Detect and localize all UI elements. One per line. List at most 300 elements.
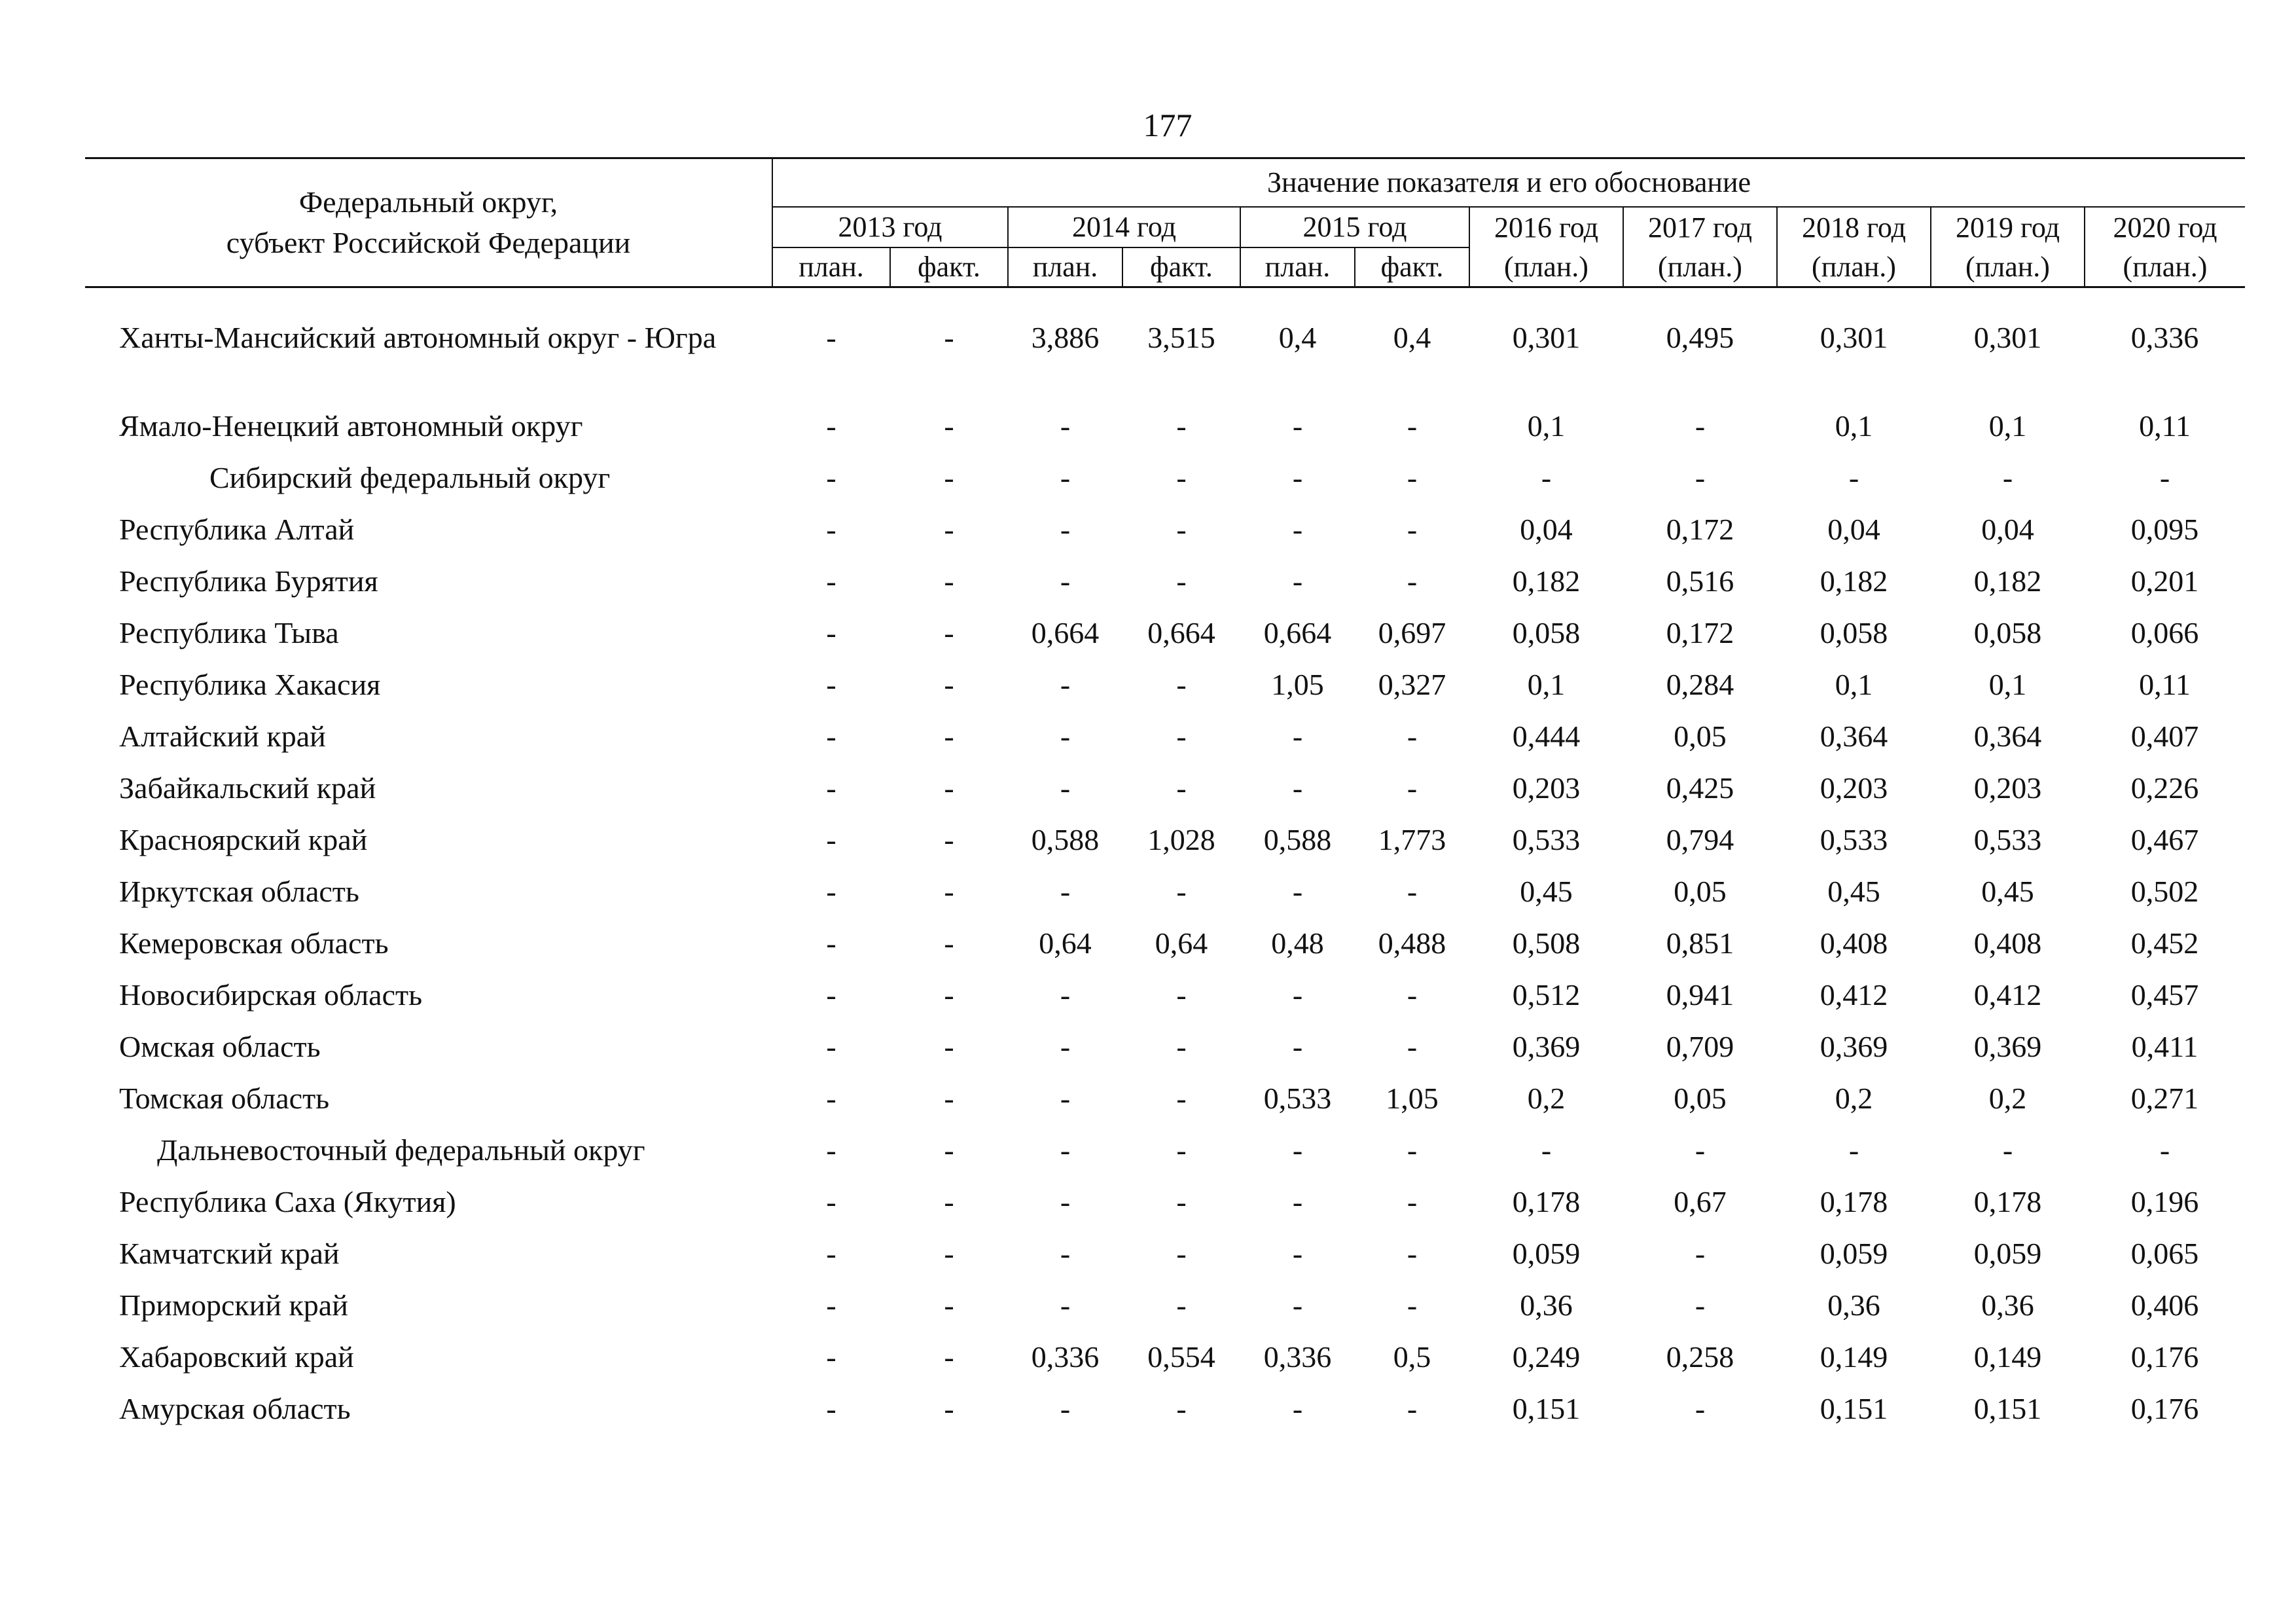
value-cell: - bbox=[1292, 1185, 1303, 1218]
value-cell: - bbox=[826, 668, 836, 701]
table-row bbox=[85, 616, 2245, 668]
value-cell: 0,172 bbox=[1666, 513, 1734, 546]
plan-header-2020: (план.) bbox=[2085, 247, 2245, 287]
table-row bbox=[85, 409, 2245, 461]
page-number-text: 177 bbox=[1143, 107, 1193, 143]
value-cell: - bbox=[1407, 409, 1418, 443]
value-cell: 0,203 bbox=[1973, 771, 2042, 805]
value-cell: - bbox=[1407, 1185, 1418, 1218]
indicator-header: Значение показателя и его обоснование bbox=[772, 158, 2245, 208]
value-cell: - bbox=[1407, 875, 1418, 908]
value-cell: - bbox=[1292, 1237, 1303, 1270]
value-cell: 0,182 bbox=[1820, 564, 1888, 598]
value-cell: 0,664 bbox=[1263, 616, 1332, 649]
value-cell: - bbox=[1176, 1030, 1187, 1063]
value-cell: 0,178 bbox=[1973, 1185, 2042, 1218]
value-cell: 0,151 bbox=[1820, 1392, 1888, 1425]
value-cell: - bbox=[944, 1392, 954, 1425]
value-cell: - bbox=[1176, 409, 1187, 443]
value-cell: - bbox=[1292, 875, 1303, 908]
value-cell: 0,05 bbox=[1674, 875, 1727, 908]
value-cell: 0,488 bbox=[1378, 926, 1446, 960]
value-cell: - bbox=[2002, 461, 2013, 494]
value-cell: - bbox=[1176, 668, 1187, 701]
value-cell: - bbox=[1695, 1288, 1706, 1322]
table-row bbox=[85, 1340, 2245, 1392]
value-cell: 0,176 bbox=[2130, 1392, 2199, 1425]
value-cell: - bbox=[1060, 771, 1071, 805]
value-cell: - bbox=[1292, 1392, 1303, 1425]
value-cell: - bbox=[826, 875, 836, 908]
value-cell: 0,182 bbox=[1973, 564, 2042, 598]
value-cell: 0,04 bbox=[1827, 513, 1880, 546]
value-cell: - bbox=[944, 1133, 954, 1167]
value-cell: 0,301 bbox=[1973, 321, 2042, 354]
value-cell: 0,301 bbox=[1512, 321, 1581, 354]
table-row bbox=[85, 720, 2245, 771]
value-cell: - bbox=[826, 513, 836, 546]
value-cell: 0,1 bbox=[1527, 409, 1566, 443]
value-cell: - bbox=[1176, 875, 1187, 908]
table-row bbox=[85, 513, 2245, 564]
table-row bbox=[85, 926, 2245, 978]
value-cell: 0,502 bbox=[2130, 875, 2199, 908]
value-cell: 0,364 bbox=[1973, 720, 2042, 753]
value-cell: - bbox=[1292, 771, 1303, 805]
value-cell: - bbox=[1292, 1133, 1303, 1167]
value-cell: - bbox=[826, 1340, 836, 1374]
region-name: Сибирский федеральный округ bbox=[209, 461, 611, 494]
value-cell: - bbox=[944, 1082, 954, 1115]
value-cell: 0,588 bbox=[1263, 823, 1332, 856]
value-cell: 0,05 bbox=[1674, 1082, 1727, 1115]
value-cell: - bbox=[826, 1237, 836, 1270]
year-header-2015: 2015 год bbox=[1240, 207, 1469, 247]
value-cell: - bbox=[1060, 668, 1071, 701]
value-cell: - bbox=[1695, 1237, 1706, 1270]
region-name: Приморский край bbox=[119, 1288, 348, 1322]
value-cell: 0,664 bbox=[1147, 616, 1215, 649]
table-row bbox=[85, 771, 2245, 823]
value-cell: - bbox=[1060, 1288, 1071, 1322]
value-cell: 0,284 bbox=[1666, 668, 1734, 701]
value-cell: - bbox=[944, 875, 954, 908]
value-cell: 0,369 bbox=[1973, 1030, 2042, 1063]
value-cell: 0,11 bbox=[2139, 668, 2191, 701]
value-cell: 0,533 bbox=[1820, 823, 1888, 856]
region-name: Алтайский край bbox=[119, 720, 326, 753]
value-cell: 0,408 bbox=[1973, 926, 2042, 960]
value-cell: 0,4 bbox=[1393, 321, 1431, 354]
plan-header-2018: (план.) bbox=[1777, 247, 1931, 287]
value-cell: - bbox=[1176, 1082, 1187, 1115]
value-cell: - bbox=[1407, 513, 1418, 546]
value-cell: - bbox=[2159, 1133, 2170, 1167]
value-cell: 0,1 bbox=[1988, 409, 2027, 443]
region-name: Ханты-Мансийский автономный округ - Югра bbox=[119, 321, 717, 354]
fact-header-2013: факт. bbox=[890, 247, 1008, 287]
region-name: Иркутская область bbox=[119, 875, 359, 908]
value-cell: - bbox=[1176, 771, 1187, 805]
value-cell: - bbox=[1060, 1237, 1071, 1270]
value-cell: - bbox=[1176, 461, 1187, 494]
value-cell: - bbox=[944, 720, 954, 753]
year-header-2020: 2020 год bbox=[2085, 207, 2245, 247]
value-cell: 0,182 bbox=[1512, 564, 1581, 598]
value-cell: - bbox=[1407, 1030, 1418, 1063]
region-name: Кемеровская область bbox=[119, 926, 389, 960]
value-cell: 0,412 bbox=[1973, 978, 2042, 1012]
value-cell: - bbox=[1176, 1288, 1187, 1322]
value-cell: 0,201 bbox=[2130, 564, 2199, 598]
plan-header-2019: (план.) bbox=[1931, 247, 2085, 287]
value-cell: - bbox=[826, 616, 836, 649]
value-cell: 0,336 bbox=[1263, 1340, 1332, 1374]
value-cell: - bbox=[1060, 461, 1071, 494]
value-cell: 1,028 bbox=[1147, 823, 1215, 856]
value-cell: - bbox=[1292, 1288, 1303, 1322]
fact-header-2014: факт. bbox=[1122, 247, 1240, 287]
value-cell: 0,36 bbox=[1827, 1288, 1880, 1322]
value-cell: 0,516 bbox=[1666, 564, 1734, 598]
value-cell: - bbox=[826, 321, 836, 354]
value-cell: - bbox=[1176, 564, 1187, 598]
value-cell: - bbox=[944, 1185, 954, 1218]
value-cell: - bbox=[826, 1185, 836, 1218]
value-cell: - bbox=[1060, 513, 1071, 546]
value-cell: 0,411 bbox=[2131, 1030, 2198, 1063]
value-cell: - bbox=[1848, 461, 1859, 494]
value-cell: - bbox=[1060, 1392, 1071, 1425]
value-cell: 0,425 bbox=[1666, 771, 1734, 805]
value-cell: - bbox=[944, 461, 954, 494]
value-cell: - bbox=[1292, 720, 1303, 753]
value-cell: - bbox=[1060, 1133, 1071, 1167]
value-cell: 0,369 bbox=[1820, 1030, 1888, 1063]
region-name: Забайкальский край bbox=[119, 771, 376, 805]
table-row bbox=[85, 875, 2245, 926]
value-cell: - bbox=[1695, 409, 1706, 443]
value-cell: - bbox=[1060, 720, 1071, 753]
value-cell: - bbox=[826, 1133, 836, 1167]
region-name: Камчатский край bbox=[119, 1237, 340, 1270]
value-cell: - bbox=[2002, 1133, 2013, 1167]
value-cell: 0,48 bbox=[1271, 926, 1324, 960]
value-cell: - bbox=[1176, 978, 1187, 1012]
table-row bbox=[85, 1237, 2245, 1288]
value-cell: - bbox=[944, 771, 954, 805]
value-cell: 0,249 bbox=[1512, 1340, 1581, 1374]
plan-header-2017: (план.) bbox=[1623, 247, 1777, 287]
region-name: Хабаровский край bbox=[119, 1340, 354, 1374]
value-cell: 0,04 bbox=[1520, 513, 1573, 546]
value-cell: - bbox=[826, 978, 836, 1012]
value-cell: - bbox=[1292, 461, 1303, 494]
value-cell: 0,176 bbox=[2130, 1340, 2199, 1374]
value-cell: - bbox=[826, 1030, 836, 1063]
value-cell: 0,059 bbox=[1512, 1237, 1581, 1270]
region-name: Республика Саха (Якутия) bbox=[119, 1185, 456, 1218]
region-name: Республика Алтай bbox=[119, 513, 355, 546]
district-row bbox=[85, 461, 2245, 513]
value-cell: 0,05 bbox=[1674, 720, 1727, 753]
value-cell: 0,554 bbox=[1147, 1340, 1215, 1374]
value-cell: 0,36 bbox=[1981, 1288, 2034, 1322]
table-row bbox=[85, 978, 2245, 1030]
value-cell: 0,64 bbox=[1039, 926, 1092, 960]
value-cell: 0,203 bbox=[1512, 771, 1581, 805]
value-cell: 0,45 bbox=[1827, 875, 1880, 908]
table-header bbox=[85, 158, 2245, 287]
value-cell: - bbox=[944, 1288, 954, 1322]
value-cell: 0,407 bbox=[2130, 720, 2199, 753]
value-cell: 0,45 bbox=[1520, 875, 1573, 908]
table-row bbox=[85, 287, 2245, 410]
value-cell: - bbox=[1541, 1133, 1552, 1167]
value-cell: 0,67 bbox=[1674, 1185, 1727, 1218]
value-cell: - bbox=[1541, 461, 1552, 494]
value-cell: 0,452 bbox=[2130, 926, 2199, 960]
value-cell: 0,364 bbox=[1820, 720, 1888, 753]
value-cell: 0,327 bbox=[1378, 668, 1446, 701]
value-cell: 0,495 bbox=[1666, 321, 1734, 354]
value-cell: - bbox=[944, 1340, 954, 1374]
value-cell: - bbox=[944, 823, 954, 856]
value-cell: - bbox=[826, 1288, 836, 1322]
value-cell: 0,04 bbox=[1981, 513, 2034, 546]
value-cell: 0,412 bbox=[1820, 978, 1888, 1012]
value-cell: 0,1 bbox=[1835, 668, 1873, 701]
plan-header-2016: (план.) bbox=[1469, 247, 1623, 287]
value-cell: 0,172 bbox=[1666, 616, 1734, 649]
table-row bbox=[85, 823, 2245, 875]
year-header-2017: 2017 год bbox=[1623, 207, 1777, 247]
value-cell: 0,36 bbox=[1520, 1288, 1573, 1322]
region-name: Ямало-Ненецкий автономный округ bbox=[119, 409, 583, 443]
region-name: Красноярский край bbox=[119, 823, 368, 856]
value-cell: 0,058 bbox=[1512, 616, 1581, 649]
value-cell: - bbox=[1695, 461, 1706, 494]
value-cell: - bbox=[1060, 1082, 1071, 1115]
year-header-2019: 2019 год bbox=[1931, 207, 2085, 247]
value-cell: 3,886 bbox=[1031, 321, 1100, 354]
value-cell: - bbox=[1848, 1133, 1859, 1167]
value-cell: 1,773 bbox=[1378, 823, 1446, 856]
region-name: Дальневосточный федеральный округ bbox=[157, 1133, 645, 1167]
value-cell: - bbox=[1407, 720, 1418, 753]
value-cell: - bbox=[944, 1030, 954, 1063]
value-cell: 0,406 bbox=[2130, 1288, 2199, 1322]
value-cell: - bbox=[1407, 1133, 1418, 1167]
value-cell: 0,709 bbox=[1666, 1030, 1734, 1063]
value-cell: - bbox=[826, 564, 836, 598]
value-cell: 0,11 bbox=[2139, 409, 2191, 443]
value-cell: 0,336 bbox=[1031, 1340, 1100, 1374]
value-cell: - bbox=[826, 1392, 836, 1425]
value-cell: 0,066 bbox=[2130, 616, 2199, 649]
value-cell: 0,151 bbox=[1973, 1392, 2042, 1425]
value-cell: - bbox=[1407, 1237, 1418, 1270]
value-cell: - bbox=[1060, 564, 1071, 598]
value-cell: - bbox=[1292, 409, 1303, 443]
value-cell: 0,226 bbox=[2130, 771, 2199, 805]
value-cell: 0,149 bbox=[1973, 1340, 2042, 1374]
value-cell: - bbox=[1176, 513, 1187, 546]
value-cell: - bbox=[944, 513, 954, 546]
table-row bbox=[85, 1392, 2245, 1444]
region-name: Амурская область bbox=[119, 1392, 351, 1425]
fact-header-2015: факт. bbox=[1355, 247, 1469, 287]
table-body bbox=[85, 287, 2245, 1444]
value-cell: 0,2 bbox=[1835, 1082, 1873, 1115]
value-cell: - bbox=[1407, 461, 1418, 494]
value-cell: 0,151 bbox=[1512, 1392, 1581, 1425]
year-header-2018: 2018 год bbox=[1777, 207, 1931, 247]
value-cell: 0,444 bbox=[1512, 720, 1581, 753]
value-cell: - bbox=[944, 978, 954, 1012]
value-cell: 0,5 bbox=[1393, 1340, 1431, 1374]
value-cell: - bbox=[1060, 1185, 1071, 1218]
value-cell: - bbox=[826, 720, 836, 753]
value-cell: - bbox=[826, 926, 836, 960]
value-cell: 0,301 bbox=[1820, 321, 1888, 354]
value-cell: 0,369 bbox=[1512, 1030, 1581, 1063]
value-cell: 0,178 bbox=[1512, 1185, 1581, 1218]
value-cell: - bbox=[1292, 564, 1303, 598]
value-cell: - bbox=[1060, 875, 1071, 908]
value-cell: 0,058 bbox=[1973, 616, 2042, 649]
value-cell: 0,059 bbox=[1820, 1237, 1888, 1270]
table-row bbox=[85, 564, 2245, 616]
value-cell: - bbox=[1407, 1392, 1418, 1425]
value-cell: 0,457 bbox=[2130, 978, 2199, 1012]
table-row bbox=[85, 1288, 2245, 1340]
value-cell: 0,2 bbox=[1988, 1082, 2027, 1115]
value-cell: 0,64 bbox=[1155, 926, 1208, 960]
plan-header-2015: план. bbox=[1240, 247, 1355, 287]
value-cell: - bbox=[1407, 771, 1418, 805]
year-header-2016: 2016 год bbox=[1469, 207, 1623, 247]
table-row bbox=[85, 1030, 2245, 1082]
value-cell: 0,196 bbox=[2130, 1185, 2199, 1218]
value-cell: 0,408 bbox=[1820, 926, 1888, 960]
value-cell: 0,1 bbox=[1988, 668, 2027, 701]
value-cell: 0,664 bbox=[1031, 616, 1100, 649]
region-name: Республика Тыва bbox=[119, 616, 339, 649]
region-name: Республика Хакасия bbox=[119, 668, 381, 701]
value-cell: - bbox=[826, 1082, 836, 1115]
value-cell: 0,512 bbox=[1512, 978, 1581, 1012]
value-cell: - bbox=[1176, 1185, 1187, 1218]
plan-header-2013: план. bbox=[772, 247, 890, 287]
table-row bbox=[85, 1185, 2245, 1237]
value-cell: - bbox=[1292, 513, 1303, 546]
value-cell: 0,059 bbox=[1973, 1237, 2042, 1270]
value-cell: 0,065 bbox=[2130, 1237, 2199, 1270]
year-header-2013: 2013 год bbox=[772, 207, 1008, 247]
value-cell: - bbox=[826, 461, 836, 494]
value-cell: - bbox=[826, 823, 836, 856]
value-cell: 0,149 bbox=[1820, 1340, 1888, 1374]
value-cell: 0,2 bbox=[1527, 1082, 1566, 1115]
value-cell: - bbox=[826, 409, 836, 443]
value-cell: - bbox=[944, 616, 954, 649]
plan-header-2014: план. bbox=[1008, 247, 1122, 287]
table-row bbox=[85, 668, 2245, 720]
value-cell: 0,533 bbox=[1973, 823, 2042, 856]
value-cell: 0,794 bbox=[1666, 823, 1734, 856]
region-name: Новосибирская область bbox=[119, 978, 423, 1012]
page-number bbox=[0, 106, 2296, 144]
value-cell: 0,178 bbox=[1820, 1185, 1888, 1218]
value-cell: 0,697 bbox=[1378, 616, 1446, 649]
value-cell: - bbox=[1292, 1030, 1303, 1063]
region-name: Томская область bbox=[119, 1082, 330, 1115]
value-cell: 0,095 bbox=[2130, 513, 2199, 546]
subject-header-line2: субъект Российской Федерации bbox=[226, 226, 631, 259]
value-cell: - bbox=[1176, 1392, 1187, 1425]
subject-column-header bbox=[85, 158, 772, 287]
value-cell: 0,941 bbox=[1666, 978, 1734, 1012]
value-cell: 0,4 bbox=[1278, 321, 1317, 354]
value-cell: - bbox=[1695, 1392, 1706, 1425]
value-cell: - bbox=[944, 668, 954, 701]
value-cell: - bbox=[1407, 978, 1418, 1012]
value-cell: - bbox=[1176, 1133, 1187, 1167]
table-row bbox=[85, 1082, 2245, 1133]
value-cell: 0,271 bbox=[2130, 1082, 2199, 1115]
value-cell: - bbox=[1060, 409, 1071, 443]
value-cell: - bbox=[1407, 1288, 1418, 1322]
value-cell: 1,05 bbox=[1386, 1082, 1439, 1115]
value-cell: - bbox=[1060, 1030, 1071, 1063]
subject-header-line1: Федеральный округ, bbox=[298, 185, 558, 219]
value-cell: 0,588 bbox=[1031, 823, 1100, 856]
indicator-table bbox=[85, 157, 2245, 1444]
value-cell: 0,508 bbox=[1512, 926, 1581, 960]
year-header-2014: 2014 год bbox=[1008, 207, 1240, 247]
value-cell: - bbox=[944, 1237, 954, 1270]
value-cell: 0,1 bbox=[1527, 668, 1566, 701]
value-cell: - bbox=[1176, 1237, 1187, 1270]
district-row bbox=[85, 1133, 2245, 1185]
value-cell: 0,1 bbox=[1835, 409, 1873, 443]
value-cell: 0,533 bbox=[1512, 823, 1581, 856]
value-cell: 0,203 bbox=[1820, 771, 1888, 805]
value-cell: 0,058 bbox=[1820, 616, 1888, 649]
value-cell: 0,467 bbox=[2130, 823, 2199, 856]
region-name: Омская область bbox=[119, 1030, 321, 1063]
value-cell: - bbox=[1176, 720, 1187, 753]
value-cell: - bbox=[826, 771, 836, 805]
value-cell: - bbox=[944, 564, 954, 598]
value-cell: 0,45 bbox=[1981, 875, 2034, 908]
value-cell: 0,533 bbox=[1263, 1082, 1332, 1115]
value-cell: 0,851 bbox=[1666, 926, 1734, 960]
value-cell: - bbox=[944, 926, 954, 960]
value-cell: - bbox=[1407, 564, 1418, 598]
value-cell: - bbox=[944, 321, 954, 354]
value-cell: - bbox=[944, 409, 954, 443]
value-cell: - bbox=[1292, 978, 1303, 1012]
value-cell: - bbox=[1695, 1133, 1706, 1167]
value-cell: - bbox=[1060, 978, 1071, 1012]
value-cell: - bbox=[2159, 461, 2170, 494]
value-cell: 3,515 bbox=[1147, 321, 1215, 354]
value-cell: 1,05 bbox=[1271, 668, 1324, 701]
region-name: Республика Бурятия bbox=[119, 564, 378, 598]
value-cell: 0,258 bbox=[1666, 1340, 1734, 1374]
